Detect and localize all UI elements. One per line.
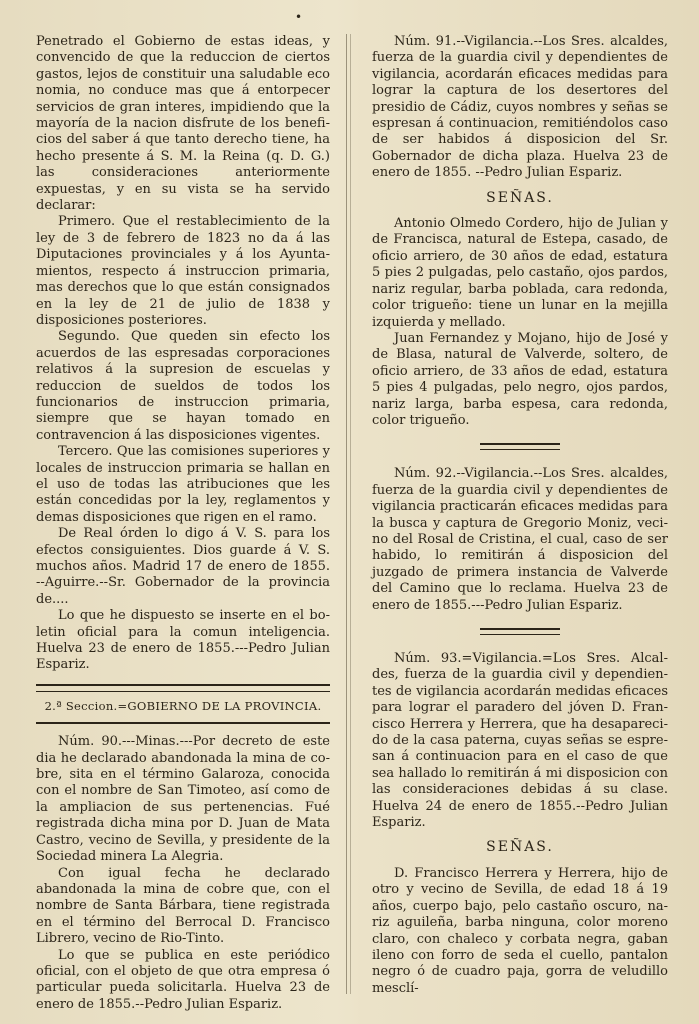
paragraph-boletin: Lo que he dispuesto se inserte en el boletin oficial para la comun inteligencia. Huelva 23 de enero de 1855.---Pedro Julian Espariz.	[36, 608, 330, 673]
section-divider	[36, 684, 330, 692]
paragraph-herrera: D. Francisco Herrera y Herrera, hijo de otro y vecino de Sevilla, de edad 18 á 19 años, cuerpo bajo, pelo castaño oscuro, nariz aguileña, barba ninguna, color moreno claro, con chaleco y corbata negra, gaban ileno con forro de seda el cuello, pantalon negro ó de cuadro paja, gorra de veludillo mesclí-	[372, 865, 668, 996]
paragraph-fernandez: Juan Fernandez y Mojano, hijo de José y de Blasa, natural de Valverde, soltero, de oficio arriero, de 33 años de edad, estatura 5 pies 4 pulgadas, pelo negro, ojos pardos, nariz larga, barba espesa, cara redonda, color trigueño.	[372, 330, 668, 428]
paragraph-num-91: Núm. 91.--Vigilancia.--Los Sres. alcaldes, fuerza de la guardia civil y dependientes de vigilancia, acordarán eficaces medidas para lograr la captura de los desertores del presidio de Cádiz, cuyos nombres y señas se espresan á continuacion, remitiéndolos caso de ser habidos á disposicion del Sr. Gobernador de dicha plaza. Huelva 23 de enero de 1855. --Pedro Julian Espariz.	[372, 34, 668, 181]
article-divider-2	[480, 628, 560, 635]
left-column	[36, 34, 330, 1013]
column-divider-inner	[350, 34, 351, 994]
paragraph-olmedo: Antonio Olmedo Cordero, hijo de Julian y de Francisca, natural de Estepa, casado, de oficio arriero, de 30 años de edad, estatura 5 pies 2 pulgadas, pelo castaño, ojos pardos, nariz regular, barba poblada, cara redonda, color trigueño: tiene un lunar en la mejilla izquierda y mellado.	[372, 216, 668, 330]
right-column	[372, 34, 668, 997]
page-mark: •	[295, 10, 303, 24]
paragraph-segundo: Segundo. Que queden sin efecto los acuerdos de las espresadas corporaciones relativos á la supresion de escuelas y reduccion de sueldos de todos los funcionarios de instruccion primaria, siempre que se hayan tomado en contravencion á las disposiciones vigentes.	[36, 329, 330, 443]
paragraph-primero: Primero. Que el restablecimiento de la ley de 3 de febrero de 1823 no da á las Diputaciones provinciales y á los Ayuntamientos, respecto á instruccion primaria, mas derechos que lo que están consignados en la ley de 21 de julio de 1838 y disposiciones posteriores.	[36, 214, 330, 328]
paragraph-santa-barbara: Con igual fecha he declarado abandonada la mina de cobre que, con el nombre de Santa Bárbara, tiene registrada en el término del Berrocal D. Francisco Librero, vecino de Rio-Tinto.	[36, 865, 330, 947]
paragraph-intro: Penetrado el Gobierno de estas ideas, y convencido de que la reduccion de ciertos gastos, lejos de constituir una saludable eco nomia, no conduce mas que á entorpecer servicios de gran interes, impidiendo que la mayoría de la nacion disfrute de los beneficios del saber á que tanto derecho tiene, ha hecho presente á S. M. la Reina (q. D. G.) las consideraciones anteriormente expuestas, y en su vista se ha servido declarar:	[36, 34, 330, 214]
paragraph-tercero: Tercero. Que las comisiones superiores y locales de instruccion primaria se hallan en el uso de todas las atribuciones que les están concedidas por la ley, reglamentos y demas disposiciones que rigen en el ramo.	[36, 444, 330, 525]
section-title: 2.ª Seccion.=GOBIERNO DE LA PROVINCIA.	[44, 698, 322, 713]
article-divider-1	[480, 443, 560, 450]
paragraph-num-92: Núm. 92.--Vigilancia.--Los Sres. alcaldes, fuerza de la guardia civil y dependientes de vigilancia practicarán eficaces medidas para la busca y captura de Gregorio Moniz, vecino del Rosal de Cristina, el cual, caso de ser habido, lo remitirán á disposicion del juzgado de primera instancia de Valverde del Camino que lo reclama. Huelva 23 de enero de 1855.---Pedro Julian Espariz.	[372, 466, 668, 613]
column-divider	[346, 34, 347, 994]
paragraph-num-93: Núm. 93.=Vigilancia.=Los Sres. Alcaldes, fuerza de la guardia civil y dependientes de vigilancia acordarán medidas eficaces para lograr el paradero del jóven D. Francisco Herrera y Herrera, que ha desaparecido de la casa paterna, cuyas señas se espresan á continuacion para en el caso de que sea hallado lo remitirán á mi disposicion con las consideraciones debidas á su clase. Huelva 24 de enero de 1855.--Pedro Julian Espariz.	[372, 651, 668, 831]
senas-heading-2: SEÑAS.	[486, 839, 554, 856]
senas-heading-1: SEÑAS.	[486, 189, 554, 206]
paragraph-publica: Lo que se publica en este periódico oficial, con el objeto de que otra empresa ó particular pueda solicitarla. Huelva 23 de enero de 1855.--Pedro Julian Espariz.	[36, 947, 330, 1012]
paragraph-real-orden: De Real órden lo digo á V. S. para los efectos consiguientes. Dios guarde á V. S. muchos años. Madrid 17 de enero de 1855. --Aguirre.--Sr. Gobernador de la provincia de....	[36, 526, 330, 607]
section-underline	[36, 722, 330, 726]
paragraph-num-90: Núm. 90.---Minas.---Por decreto de este dia he declarado abandonada la mina de cobre, sita en el término Galaroza, conocida con el nombre de San Timoteo, así como de la ampliacion de sus pertenencias. Fué registrada dicha mina por D. Juan de Mata Castro, vecino de Sevilla, y presidente de la Sociedad minera La Alegria.	[36, 734, 330, 865]
